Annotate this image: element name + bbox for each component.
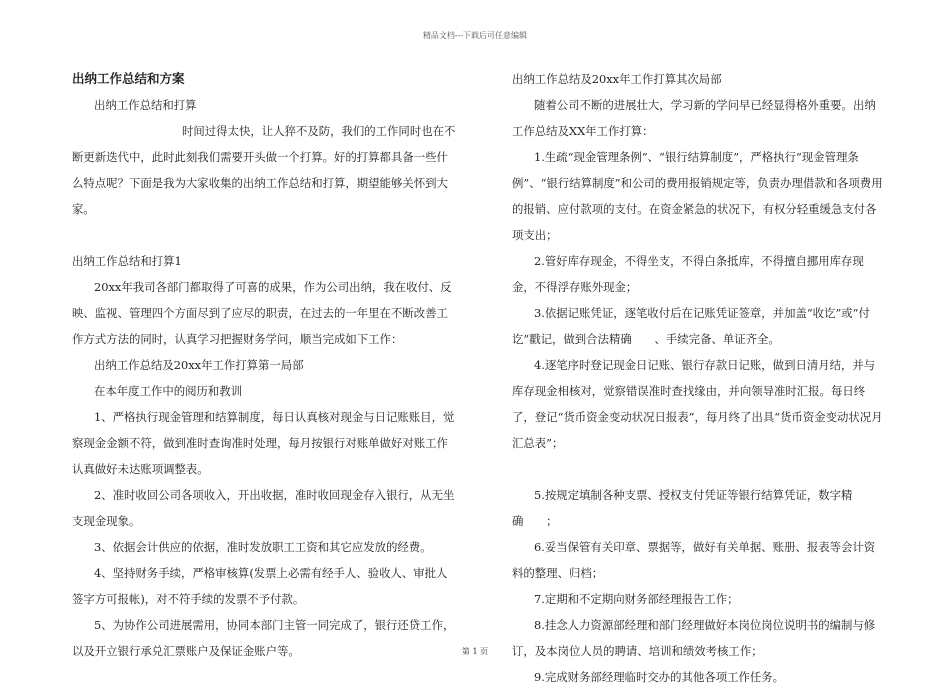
paragraph: 5、为协作公司进展需用，协同本部门主管一同完成了，银行还贷工作，以及开立银行承兑汇票账户及保证金账户等。	[72, 618, 455, 658]
paragraph: 在本年度工作中的阅历和教训	[94, 384, 243, 398]
paragraph: 7.定期和不定期向财务部经理报告工作；	[534, 592, 739, 606]
left-paragraphs	[72, 92, 458, 664]
paragraph: 3、依据会计供应的依据，准时发放职工工资和其它应发放的经费。	[94, 540, 432, 554]
paragraph: 3.依据记账凭证，逐笔收付后在记账凭证签章，并加盖“收讫”或“付讫”戳记，做到合法精确 、手续完备、单证齐全。	[512, 306, 870, 346]
paragraph: 6.妥当保管有关印章、票据等，做好有关单据、账册、报表等会计资料的整理、归档；	[512, 540, 876, 580]
paragraph: 20xx年我司各部门都取得了可喜的成果，作为公司出纳，我在收付、反映、监视、管理四个方面尽到了应尽的职责，在过去的一年里在不断改善工作方式方法的同时，认真学习把握财务学问，顺当完成如下工作：	[72, 280, 452, 346]
blank-line	[512, 456, 884, 482]
paragraph: 5.按规定填制各种支票、授权支付凭证等银行结算凭证，数字精确 ；	[512, 488, 853, 528]
paragraph: 出纳工作总结和打算1	[72, 254, 182, 268]
document-title: 出纳工作总结和方案	[72, 71, 185, 86]
paragraph: 1、严格执行现金管理和结算制度，每日认真核对现金与日记账账目，觉察现金金额不符，做到准时查询准时处理，每月按银行对账单做好对账工作认真做好未达账项调整表。	[72, 410, 455, 476]
paragraph: 出纳工作总结及20xx年工作打算第一局部	[94, 358, 304, 372]
paragraph: 1.生疏“现金管理条例”、“银行结算制度”，严格执行“现金管理条例”、“银行结算制度”和公司的费用报销规定等，负责办理借款和各项费用的报销、应付款项的支付。在资金紧急的状况下，有权分轻重缓急支付各项支出；	[512, 150, 883, 242]
paragraph: 时间过得太快，让人猝不及防，我们的工作同时也在不断更新迭代中，此时此刻我们需要开头做一个打算。好的打算都具备一些什么特点呢？下面是我为大家收集的出纳工作总结和打算，期望能够关怀到大家。	[72, 124, 456, 216]
paragraph: 出纳工作总结及20xx年工作打算其次局部	[512, 72, 722, 86]
paragraph: 2.管好库存现金，不得坐支，不得白条抵库，不得擅自挪用库存现金，不得浮存账外现金；	[512, 254, 864, 294]
paragraph: 8.挂念人力资源部经理和部门经理做好本岗位岗位说明书的编制与修订，及本岗位人员的聘请、培训和绩效考核工作；	[512, 618, 876, 658]
right-column	[512, 66, 884, 690]
paragraph: 4、坚持财务手续，严格审核算(发票上必需有经手人、验收人、审批人签字方可报帐)，对不符手续的发票不予付款。	[72, 566, 448, 606]
paragraph: 2、准时收回公司各项收入，开出收据，准时收回现金存入银行，从无坐支现金现象。	[72, 488, 455, 528]
left-column	[72, 66, 458, 664]
blank-line	[72, 222, 458, 248]
page-header: 精品文档---下载后可任意编辑	[422, 31, 528, 40]
paragraph: 出纳工作总结和打算	[94, 98, 197, 112]
paragraph: 4.逐笔序时登记现金日记账、银行存款日记账，做到日清月结，并与库存现金相核对，觉察错误准时查找缘由，并向领导准时汇报。每日终了，登记“货币资金变动状况日报表”，每月终了出具“货币资金变动状况月汇总表”；	[512, 358, 883, 450]
paragraph: 9.完成财务部经理临时交办的其他各项工作任务。	[534, 670, 785, 684]
page-footer: 第 1 页	[461, 647, 489, 656]
right-paragraphs	[512, 66, 884, 690]
paragraph: 随着公司不断的进展壮大，学习新的学问早已经显得格外重要。出纳工作总结及XX年工作打算：	[512, 98, 876, 138]
